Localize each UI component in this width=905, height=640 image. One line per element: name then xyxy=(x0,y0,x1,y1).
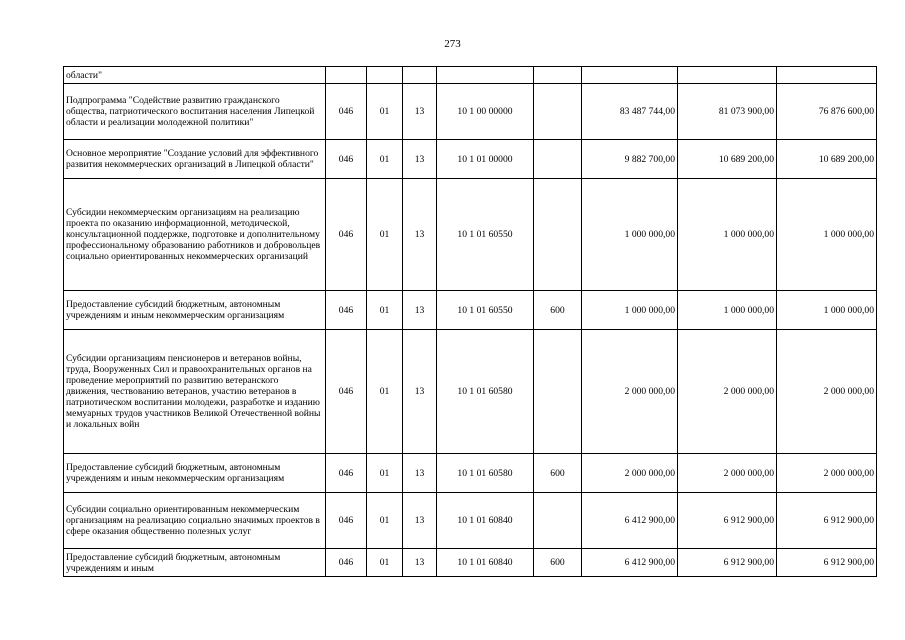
subsection-code: 13 xyxy=(403,493,437,549)
table-row xyxy=(64,330,877,454)
amount-1: 1 000 000,00 xyxy=(582,291,678,330)
target-article: 10 1 01 60550 xyxy=(437,291,534,330)
expense-type xyxy=(534,84,582,140)
row-name: Предоставление субсидий бюджетным, автономным учреждениям и иным xyxy=(64,549,326,577)
subsection-code: 13 xyxy=(403,291,437,330)
expense-type: 600 xyxy=(534,454,582,493)
table-row xyxy=(64,140,877,179)
subsection-code: 13 xyxy=(403,179,437,291)
amount-1: 2 000 000,00 xyxy=(582,454,678,493)
target-article: 10 1 01 60550 xyxy=(437,179,534,291)
target-article xyxy=(437,67,534,84)
amount-3: 6 912 900,00 xyxy=(777,549,877,577)
target-article: 10 1 01 60580 xyxy=(437,454,534,493)
expense-type xyxy=(534,67,582,84)
amount-3: 76 876 600,00 xyxy=(777,84,877,140)
amount-2: 6 912 900,00 xyxy=(678,493,777,549)
section-code: 01 xyxy=(367,140,403,179)
amount-2: 2 000 000,00 xyxy=(678,454,777,493)
ministry-code: 046 xyxy=(326,454,367,493)
amount-2: 81 073 900,00 xyxy=(678,84,777,140)
row-name: Основное мероприятие "Создание условий для эффективного развития некоммерческих организаций в Липецкой области" xyxy=(64,140,326,179)
target-article: 10 1 01 60580 xyxy=(437,330,534,454)
table-row xyxy=(64,179,877,291)
row-name: Предоставление субсидий бюджетным, автономным учреждениям и иным некоммерческим организациям xyxy=(64,291,326,330)
target-article: 10 1 01 60840 xyxy=(437,549,534,577)
page-number: 273 xyxy=(444,38,461,50)
section-code: 01 xyxy=(367,330,403,454)
amount-3: 1 000 000,00 xyxy=(777,291,877,330)
section-code: 01 xyxy=(367,454,403,493)
subsection-code: 13 xyxy=(403,549,437,577)
subsection-code: 13 xyxy=(403,330,437,454)
target-article: 10 1 01 60840 xyxy=(437,493,534,549)
row-name: области" xyxy=(64,67,326,84)
amount-3: 1 000 000,00 xyxy=(777,179,877,291)
table-row xyxy=(64,493,877,549)
budget-table xyxy=(63,66,877,577)
expense-type xyxy=(534,330,582,454)
amount-2: 2 000 000,00 xyxy=(678,330,777,454)
ministry-code: 046 xyxy=(326,549,367,577)
subsection-code xyxy=(403,67,437,84)
row-name: Подпрограмма "Содействие развитию гражданского общества, патриотического воспитания населения Липецкой области и реализации молодежной политики" xyxy=(64,84,326,140)
expense-type xyxy=(534,140,582,179)
amount-2: 6 912 900,00 xyxy=(678,549,777,577)
row-name: Субсидии некоммерческим организациям на реализацию проекта по оказанию информационной, методической, консультационной поддержке, подготовке и дополнительному профессиональному образованию работников и добровольцев социально ориентированных некоммерческих организаций xyxy=(64,179,326,291)
subsection-code: 13 xyxy=(403,140,437,179)
amount-1: 6 412 900,00 xyxy=(582,549,678,577)
table-row xyxy=(64,549,877,577)
expense-type xyxy=(534,493,582,549)
amount-2: 1 000 000,00 xyxy=(678,179,777,291)
section-code xyxy=(367,67,403,84)
row-name: Предоставление субсидий бюджетным, автономным учреждениям и иным некоммерческим организациям xyxy=(64,454,326,493)
amount-3: 10 689 200,00 xyxy=(777,140,877,179)
ministry-code: 046 xyxy=(326,140,367,179)
target-article: 10 1 01 00000 xyxy=(437,140,534,179)
table-row xyxy=(64,84,877,140)
amount-2: 10 689 200,00 xyxy=(678,140,777,179)
ministry-code xyxy=(326,67,367,84)
amount-2 xyxy=(678,67,777,84)
amount-3: 2 000 000,00 xyxy=(777,454,877,493)
section-code: 01 xyxy=(367,493,403,549)
amount-1: 1 000 000,00 xyxy=(582,179,678,291)
amount-2: 1 000 000,00 xyxy=(678,291,777,330)
section-code: 01 xyxy=(367,84,403,140)
subsection-code: 13 xyxy=(403,454,437,493)
expense-type: 600 xyxy=(534,549,582,577)
amount-1: 9 882 700,00 xyxy=(582,140,678,179)
table-row xyxy=(64,454,877,493)
expense-type: 600 xyxy=(534,291,582,330)
amount-1 xyxy=(582,67,678,84)
ministry-code: 046 xyxy=(326,291,367,330)
expense-type xyxy=(534,179,582,291)
target-article: 10 1 00 00000 xyxy=(437,84,534,140)
ministry-code: 046 xyxy=(326,493,367,549)
section-code: 01 xyxy=(367,291,403,330)
amount-1: 2 000 000,00 xyxy=(582,330,678,454)
table-row xyxy=(64,67,877,84)
amount-3: 6 912 900,00 xyxy=(777,493,877,549)
ministry-code: 046 xyxy=(326,179,367,291)
section-code: 01 xyxy=(367,179,403,291)
amount-3 xyxy=(777,67,877,84)
amount-1: 83 487 744,00 xyxy=(582,84,678,140)
section-code: 01 xyxy=(367,549,403,577)
ministry-code: 046 xyxy=(326,330,367,454)
subsection-code: 13 xyxy=(403,84,437,140)
row-name: Субсидии социально ориентированным некоммерческим организациям на реализацию социально значимых проектов в сфере оказания общественно полезных услуг xyxy=(64,493,326,549)
amount-1: 6 412 900,00 xyxy=(582,493,678,549)
row-name: Субсидии организациям пенсионеров и ветеранов войны, труда, Вооруженных Сил и правоохранительных органов на проведение мероприятий по развитию ветеранского движения, чествованию ветеранов, участию ветеранов в патриотическом воспитании молодежи, разработке и изданию мемуарных трудов участников Великой Отечественной войны и локальных войн xyxy=(64,330,326,454)
ministry-code: 046 xyxy=(326,84,367,140)
amount-3: 2 000 000,00 xyxy=(777,330,877,454)
table-row xyxy=(64,291,877,330)
